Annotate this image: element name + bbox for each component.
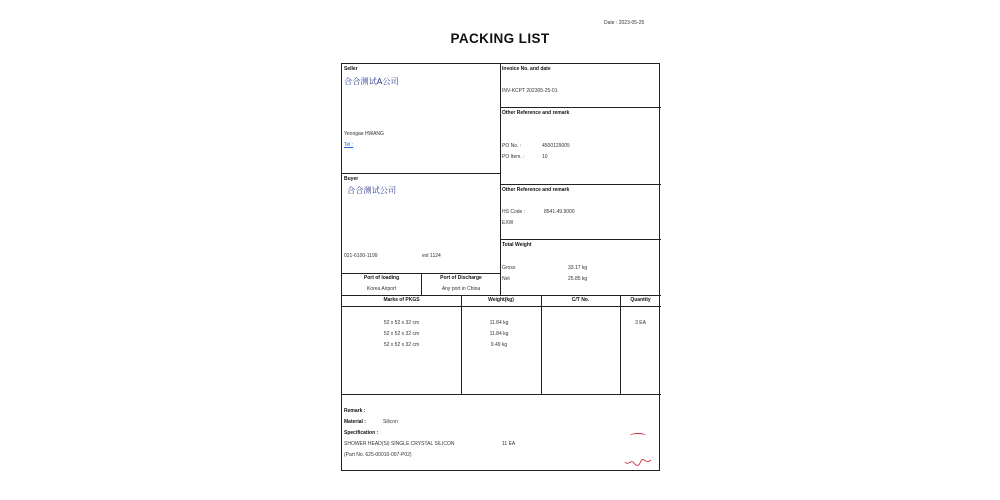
gross-weight-label: Gross (502, 265, 516, 271)
table-cell-quantity: 3 EA (635, 320, 646, 326)
po-item-label: PO Item. : (502, 154, 525, 160)
port-loading-value: Korea Airport (366, 286, 397, 292)
table-cell-marks: 52 x 52 x 32 cm (383, 331, 420, 337)
table-cell-marks: 52 x 52 x 32 cm (383, 320, 420, 326)
po-no-value: 4500129005 (542, 143, 570, 149)
col-header-marks: Marks of PKGS (383, 297, 420, 303)
divider-ref2-weight (500, 239, 661, 240)
other-ref-1-label: Other Reference and remark (502, 110, 570, 116)
total-weight-label: Total Weight (502, 242, 532, 248)
po-no-label: PO No. : (502, 143, 522, 149)
buyer-phone: 021-6100-1199 (344, 253, 378, 259)
divider-invoice-ref1 (500, 107, 661, 108)
hs-code-label: HS Code : (502, 209, 526, 215)
net-weight-value: 25.85 kg (568, 276, 588, 282)
document-title: PACKING LIST (450, 31, 550, 46)
port-loading-label: Port of loading (363, 275, 400, 281)
buyer-ext: ext 1124 (422, 253, 441, 259)
packing-list-form (341, 63, 660, 471)
remark-label: Remark : (344, 408, 366, 414)
po-item-value: 10 (542, 154, 548, 160)
trade-terms: EXW (502, 220, 514, 226)
document-date: Date : 2023-05-25 (604, 20, 645, 26)
col-header-ct-no: C/T No. (571, 297, 590, 303)
col-header-weight: Weight(kg) (488, 297, 514, 303)
divider-seller-buyer (342, 173, 501, 174)
seller-label: Seller (344, 66, 358, 72)
divider-ref1-ref2 (500, 184, 661, 185)
part-number: (Part No. 625-00010-007-P02) (344, 452, 412, 458)
table-cell-marks: 52 x 52 x 32 cm (383, 342, 420, 348)
divider-left-right (500, 64, 501, 295)
hs-code-value: 8541.49.9000 (544, 209, 575, 215)
col-header-quantity: Quantity (630, 297, 651, 303)
specification-quantity: 11 EA (502, 441, 516, 447)
table-cell-weight: 11.84 kg (489, 320, 509, 326)
table-col-divider-3 (620, 295, 621, 395)
divider-table-remark (342, 394, 661, 395)
buyer-company: 合合测试公司 (347, 185, 397, 195)
material-value: Silicon (383, 419, 398, 425)
port-discharge-value: Any port in China (441, 286, 481, 292)
invoice-value: INV-KCPT 202305-25-01 (502, 88, 558, 94)
material-label: Material : (344, 419, 366, 425)
divider-table-header (342, 306, 661, 307)
other-ref-2-label: Other Reference and remark (502, 187, 570, 193)
gross-weight-value: 33.17 kg (568, 265, 588, 271)
seller-company: 合合测试A公司 (344, 76, 399, 86)
buyer-label: Buyer (344, 176, 359, 182)
table-cell-weight: 9.49 kg (490, 342, 508, 348)
signature-mark (624, 454, 652, 472)
net-weight-label: Net (502, 276, 510, 282)
stamp-mark (630, 433, 646, 438)
table-cell-weight: 11.84 kg (489, 331, 509, 337)
invoice-label: Invoice No. and date (502, 66, 551, 72)
table-col-divider-2 (541, 295, 542, 395)
port-discharge-label: Port of Discharge (440, 275, 482, 281)
seller-contact-name: Yeongae HWANG (344, 131, 384, 137)
divider-top-table (342, 295, 661, 296)
specification-label: Specification : (344, 430, 379, 436)
seller-tel-link[interactable]: Tel : (344, 142, 354, 148)
specification-line: SHOWER HEAD(Si) SINGLE CRYSTAL SILICON (344, 441, 455, 447)
